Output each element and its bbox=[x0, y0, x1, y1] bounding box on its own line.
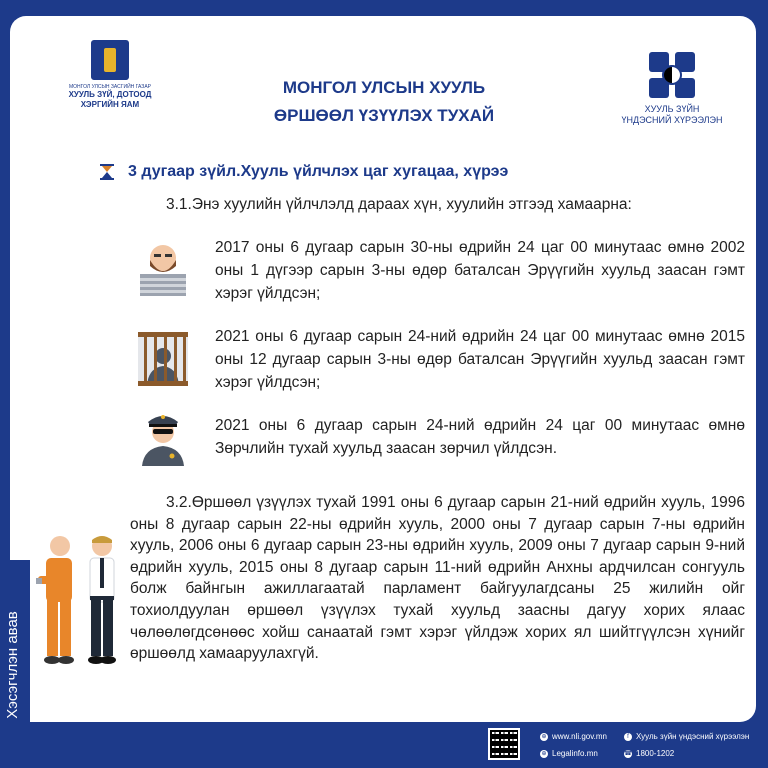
ministry-logo bbox=[60, 40, 160, 110]
facebook-icon: f bbox=[624, 733, 632, 741]
state-emblem-icon bbox=[91, 40, 129, 80]
puzzle-yin-yang-icon bbox=[649, 52, 695, 98]
title-line-2: ӨРШӨӨЛ ҮЗҮҮЛЭХ ТУХАЙ bbox=[273, 106, 495, 125]
footer-bar bbox=[0, 722, 768, 768]
footer-phone[interactable]: ☎ 1800-1202 bbox=[624, 749, 675, 758]
ministry-logo-caption: МОНГОЛ УЛСЫН ЗАСГИЙН ГАЗАР bbox=[68, 84, 152, 90]
footer-facebook[interactable]: f Хууль зүйн үндэсний хүрээлэн bbox=[624, 732, 749, 741]
ministry-name-line-1: ХУУЛЬ ЗҮЙ, ДОТООД bbox=[68, 90, 152, 99]
globe-icon: ⊕ bbox=[541, 733, 547, 740]
clause-3-2-paragraph: 3.2.Өршөөл үзүүлэх тухай 1991 оны 6 дугаар сарын 21-ний өдрийн хууль, 1996 оны 8 дугаар сарын 22-ны өдрийн хууль, 2000 оны 7 дугаар сарын 7-ны өдрийн хууль, 2006 оны 6 дугаар сарын 23-ны өдрийн хууль, 2009 оны 7 дугаар сарын 9-ний өдрийн хууль, 2015 оны 8 дугаар сарын 11-ний өдрийн Анхны ардчилсан сонгууль болж байнгын ажиллагаатай парламент байгуулагдсаны 25 жилийн ойг тохиолдуулан өршөөл үзүүлэх тухай хуульд заасны дагуу хорих ялаас чөлөөлөгдсөнөөс хойш санаатай гэмт хэрэг үйлдэж хорих ял шийтгүүлсэн хүнийг өршөөлд хамааруулахгүй. bbox=[130, 494, 745, 663]
prisoner-icon bbox=[134, 238, 192, 296]
title-line-1: МОНГОЛ УЛСЫН ХУУЛЬ bbox=[282, 78, 486, 97]
jail-bars-icon bbox=[134, 330, 192, 388]
list-item: 2021 оны 6 дугаар сарын 24-ний өдрийн 24 цаг 00 минутаас өмнө 2015 оны 12 дугаар сарын 3-ны өдөр баталсан Эрүүгийн хуульд заасан гэмт хэрэг үйлдсэн; bbox=[215, 328, 745, 391]
ministry-name-line-2: ХЭРГИЙН ЯАМ bbox=[80, 100, 140, 109]
phone-icon: ☎ bbox=[624, 750, 632, 757]
side-tab-label: Хэсэгчлэн авав bbox=[4, 611, 21, 719]
intro-text: 3.1.Энэ хуулийн үйлчлэлд дараах хүн, хуулийн этгээд хамаарна: bbox=[166, 196, 632, 213]
hourglass-icon bbox=[100, 164, 114, 180]
footer-website[interactable]: ⊕ www.nli.gov.mn bbox=[541, 732, 607, 741]
list-item: 2017 оны 6 дугаар сарын 30-ны өдрийн 24 цаг 00 минутаас өмнө 2002 оны 1 дүгээр сарын 3-ны өдөр баталсан Эрүүгийн хуульд заасан гэмт хэрэг үйлдсэн; bbox=[215, 239, 745, 302]
qr-code-icon bbox=[488, 728, 520, 760]
guard-figure-icon bbox=[82, 534, 122, 666]
section-heading bbox=[100, 163, 508, 181]
police-officer-icon bbox=[134, 408, 192, 466]
section-heading-text: 3 дугаар зүйл.Хууль үйлчлэх цаг хугацаа, хүрээ bbox=[128, 163, 509, 180]
prisoner-orange-figure-icon bbox=[34, 534, 80, 666]
institute-logo bbox=[612, 52, 732, 126]
footer-legalinfo[interactable]: ⊕ Legalinfo.mn bbox=[541, 749, 598, 758]
page-title bbox=[200, 74, 568, 130]
institute-name-line-1: ХУУЛЬ ЗҮЙН bbox=[644, 104, 700, 114]
institute-name-line-2: ҮНДЭСНИЙ ХҮРЭЭЛЭН bbox=[621, 115, 723, 125]
globe-icon: ⊕ bbox=[541, 750, 547, 757]
list-item: 2021 оны 6 дугаар сарын 24-ний өдрийн 24 цаг 00 минутаас өмнө Зөрчлийн тухай хуульд заасан зөрчил үйлдсэн. bbox=[215, 417, 745, 457]
